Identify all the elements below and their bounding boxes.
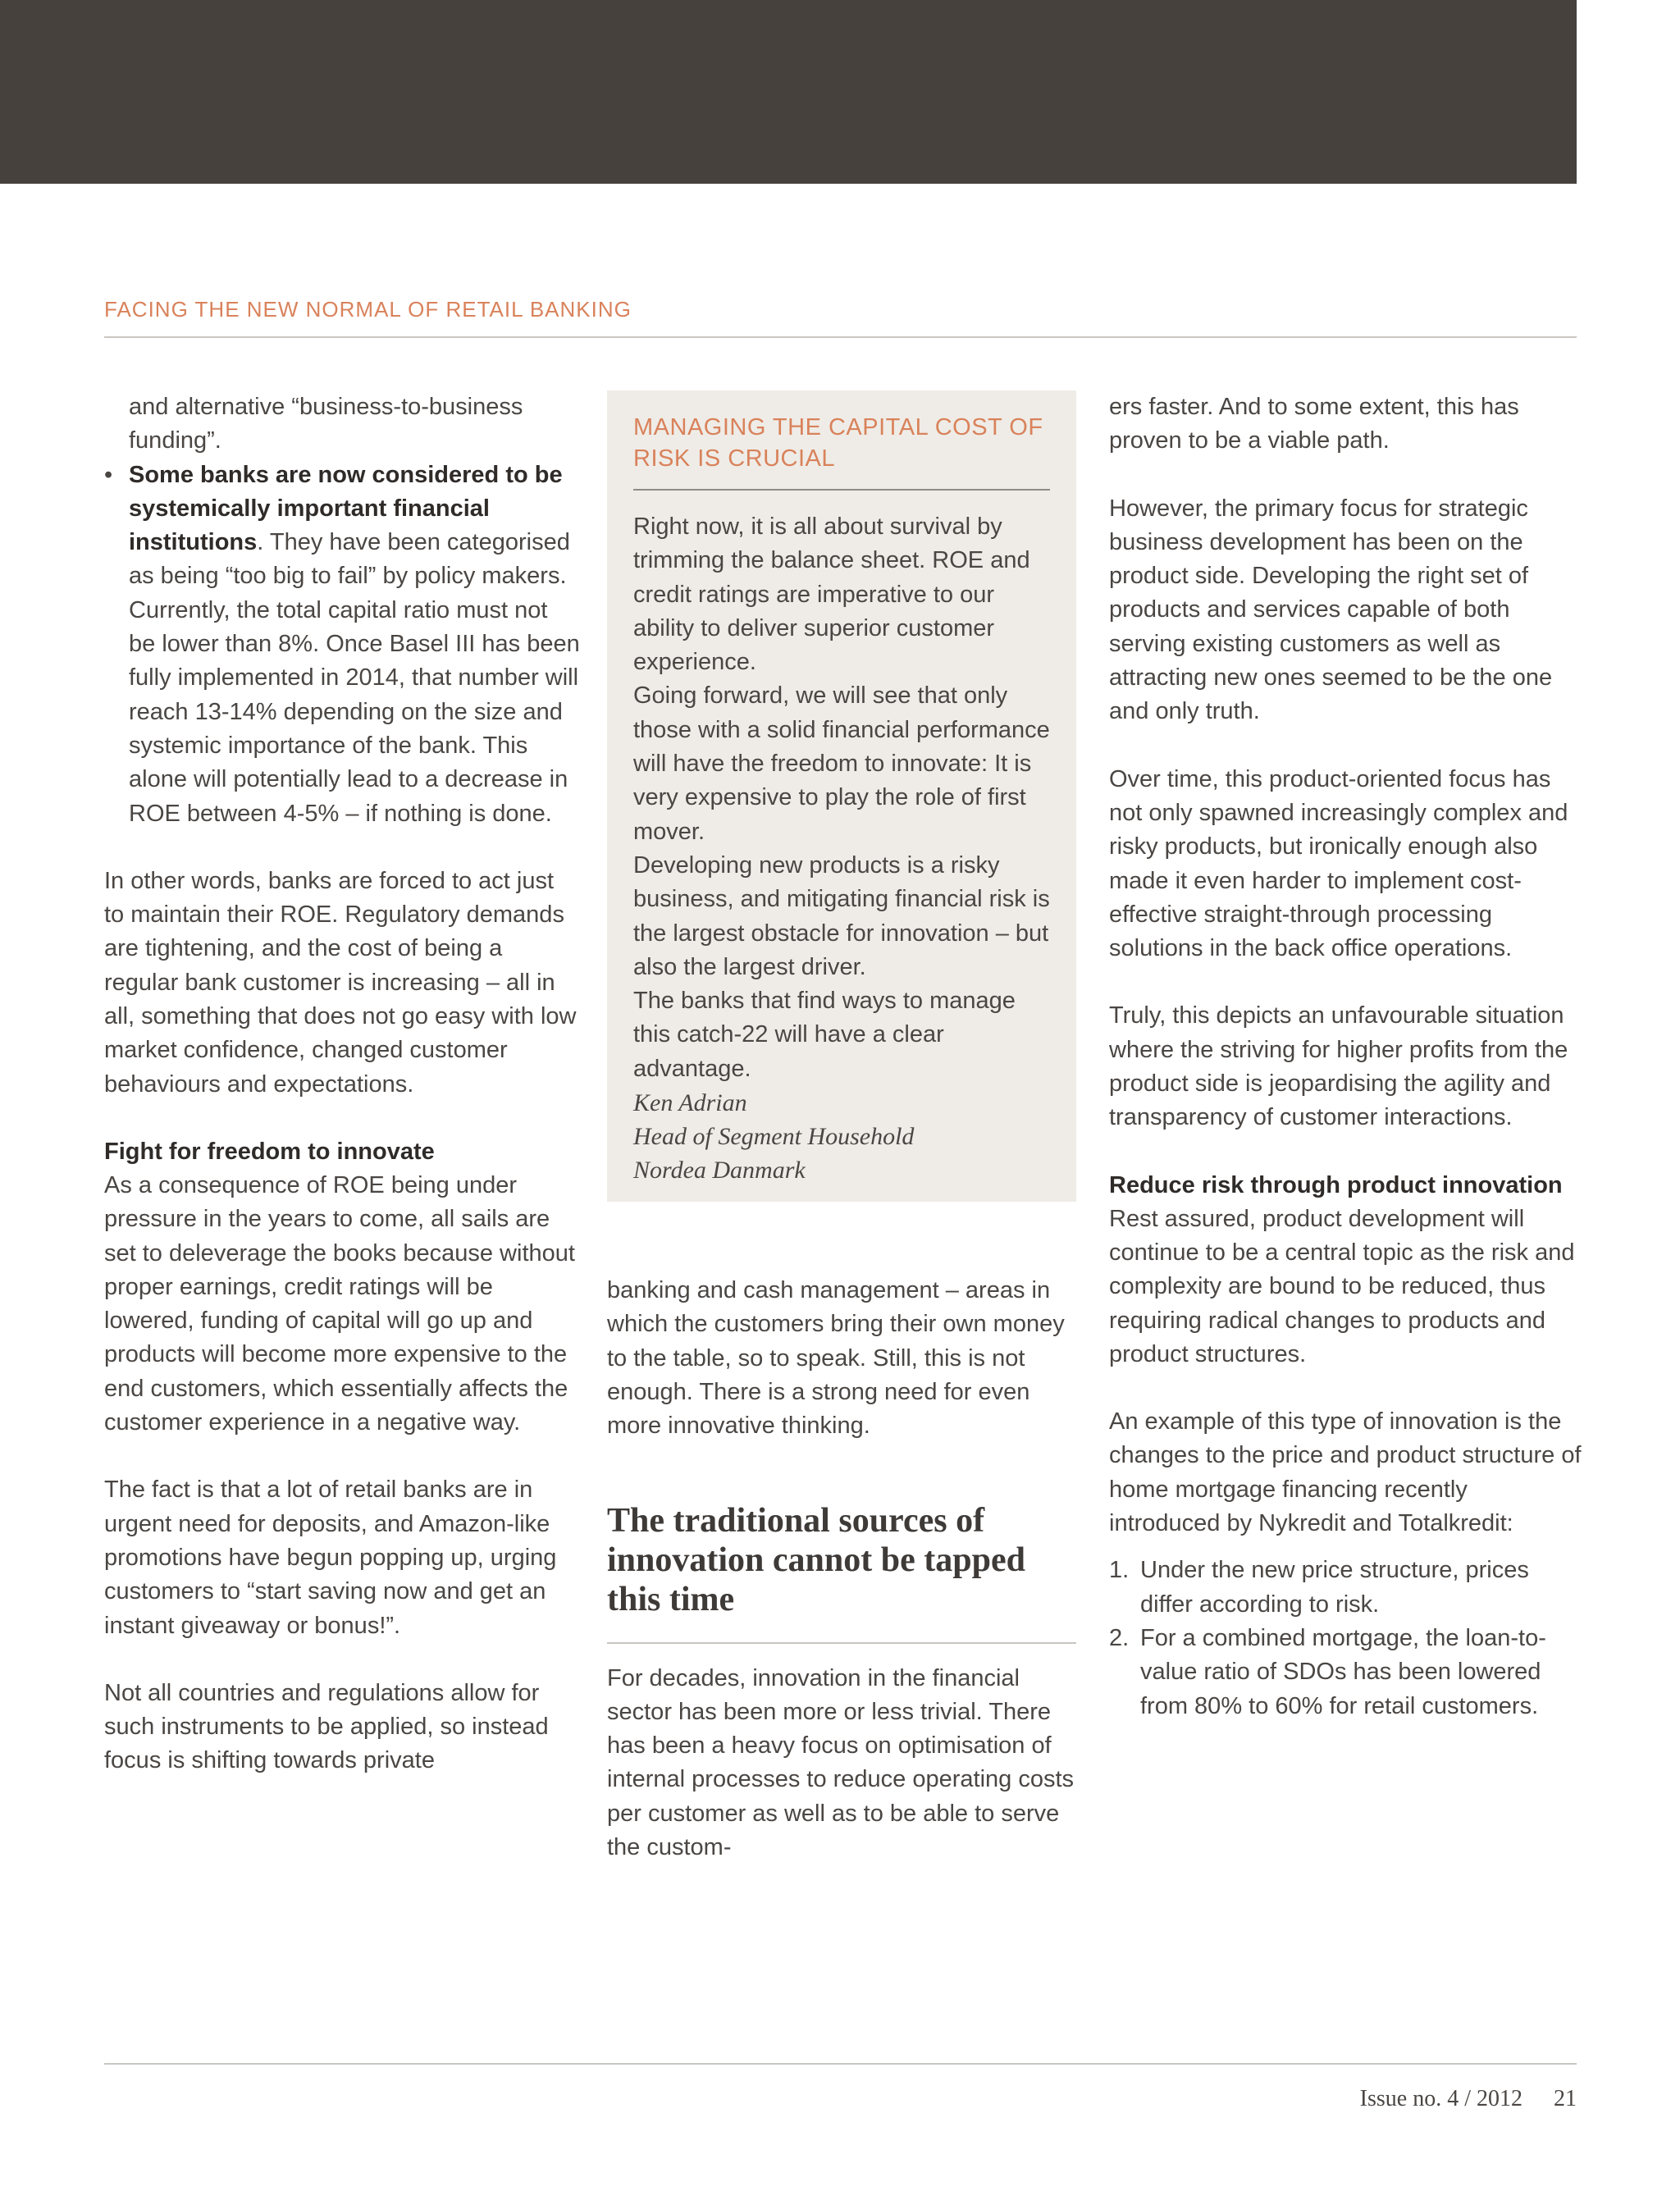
footer-rule [104, 2063, 1577, 2065]
running-title: FACING THE NEW NORMAL OF RETAIL BANKING [104, 297, 632, 322]
list-number: 1. [1109, 1557, 1130, 1584]
paragraph: An example of this type of innovation is the changes to the price and product structure of home mortgage financing recently introduced by Nykredit and Totalkredit: [1109, 1408, 1582, 1537]
sidebar-paragraph: Right now, it is all about survival by trimming the balance sheet. ROE and credit ratings are imperative to our ability to deliver superior customer experience. [633, 513, 1030, 676]
signature-name: Ken Adrian [633, 1089, 747, 1117]
column-1 [104, 390, 580, 1778]
header-rule [104, 336, 1577, 338]
numbered-list-item [1109, 1554, 1585, 1622]
paragraph: Truly, this depicts an unfavourable situation where the striving for higher profits from the product side is jeopardising the agility and transparency of customer interactions. [1109, 1002, 1568, 1131]
column-2 [607, 390, 1076, 1865]
section-heading: The traditional sources of innovation cannot be tapped this time [607, 1501, 1076, 1644]
signature-role: Head of Segment Household [633, 1123, 915, 1151]
header-band [0, 0, 1577, 184]
page-number: 21 [1554, 2086, 1577, 2111]
sidebar-paragraph: Going forward, we will see that only those with a solid financial performance will have the freedom to innovate: It is very expensive to play the role of first mover. [633, 682, 1050, 845]
section-subhead: Reduce risk through product innovation [1109, 1171, 1563, 1198]
bullet-item [104, 459, 580, 831]
bullet-bold-text: Some banks are now considered to be systemically important financial institutions [129, 461, 563, 556]
continued-line: and alternative “business-to-business [129, 394, 523, 420]
bullet-text: . They have been categorised as being “too big to fail” by policy makers. Currently, the total capital ratio must not be lower than 8%. Once Basel III has been fully implemented in 2014, that number will reach 13-14% depending on the size and systemic importance of the bank. This alone will potentially lead to a decrease in ROE between 4-5% – if nothing is done. [129, 529, 580, 827]
page-footer [1360, 2086, 1577, 2112]
issue-label: Issue no. 4 / 2012 [1359, 2086, 1522, 2111]
paragraph: For decades, innovation in the financial sector has been more or less trivial. There has been a heavy focus on optimisation of internal processes to reduce operating costs per customer as well as to be able to serve the custom- [607, 1664, 1075, 1861]
paragraph: banking and cash management – areas in which the customers bring their own money to the table, so to speak. Still, this is not enough. There is a strong need for even more innovative thinking. [607, 1277, 1065, 1440]
paragraph: However, the primary focus for strategic business development has been on the product side. Developing the right set of products and services capable of both serving existing customers as well as attracting new ones seemed to be the one and only truth. [1109, 495, 1553, 725]
column-3 [1109, 390, 1585, 1723]
paragraph: Over time, this product-oriented focus has not only spawned increasingly complex and risky products, but ironically enough also made it even harder to implement cost-effective straight-through processing solutions in the back office operations. [1109, 765, 1568, 962]
list-item-text: Under the new price structure, prices differ according to risk. [1140, 1557, 1529, 1618]
list-item-text: For a combined mortgage, the loan-to-value ratio of SDOs has been lowered from 80% to 60% for retail customers. [1140, 1624, 1546, 1719]
section-subhead: Fight for freedom to innovate [104, 1138, 435, 1165]
signature-org: Nordea Danmark [633, 1157, 806, 1184]
paragraph: The fact is that a lot of retail banks are in urgent need for deposits, and Amazon-like promotions have begun popping up, urging customers to “start saving now and get an instant giveaway or bonus!”. [104, 1477, 557, 1639]
paragraph: ers faster. And to some extent, this has proven to be a viable path. [1109, 394, 1519, 454]
paragraph: As a consequence of ROE being under pressure in the years to come, all sails are set to deleverage the books because without proper earnings, credit ratings will be lowered, funding of capital will go up and products will become more expensive to the end customers, which essentially affects the customer experience in a negative way. [104, 1171, 575, 1436]
sidebar-paragraph: The banks that find ways to manage this catch-22 will have a clear advantage. [633, 988, 1016, 1082]
bullet-marker: • [104, 461, 113, 488]
sidebar-quote-box [607, 390, 1076, 1202]
paragraph: Not all countries and regulations allow for such instruments to be applied, so instead focus is shifting towards private [104, 1679, 549, 1774]
sidebar-title: MANAGING THE CAPITAL COST OF RISK IS CRUCIAL [633, 412, 1050, 491]
paragraph: Rest assured, product development will continue to be a central topic as the risk and complexity are bound to be reduced, thus requiring radical changes to products and product structures. [1109, 1205, 1575, 1367]
list-number: 2. [1109, 1624, 1130, 1651]
numbered-list-item [1109, 1622, 1585, 1723]
sidebar-paragraph: Developing new products is a risky business, and mitigating financial risk is the largest obstacle for innovation – but also the largest driver. [633, 851, 1050, 980]
continued-line: funding”. [129, 427, 221, 454]
paragraph: In other words, banks are forced to act just to maintain their ROE. Regulatory demands are tightening, and the cost of being a regular bank customer is increasing – all in all, something that does not go easy with low market confidence, changed customer behaviours and expectations. [104, 867, 577, 1098]
